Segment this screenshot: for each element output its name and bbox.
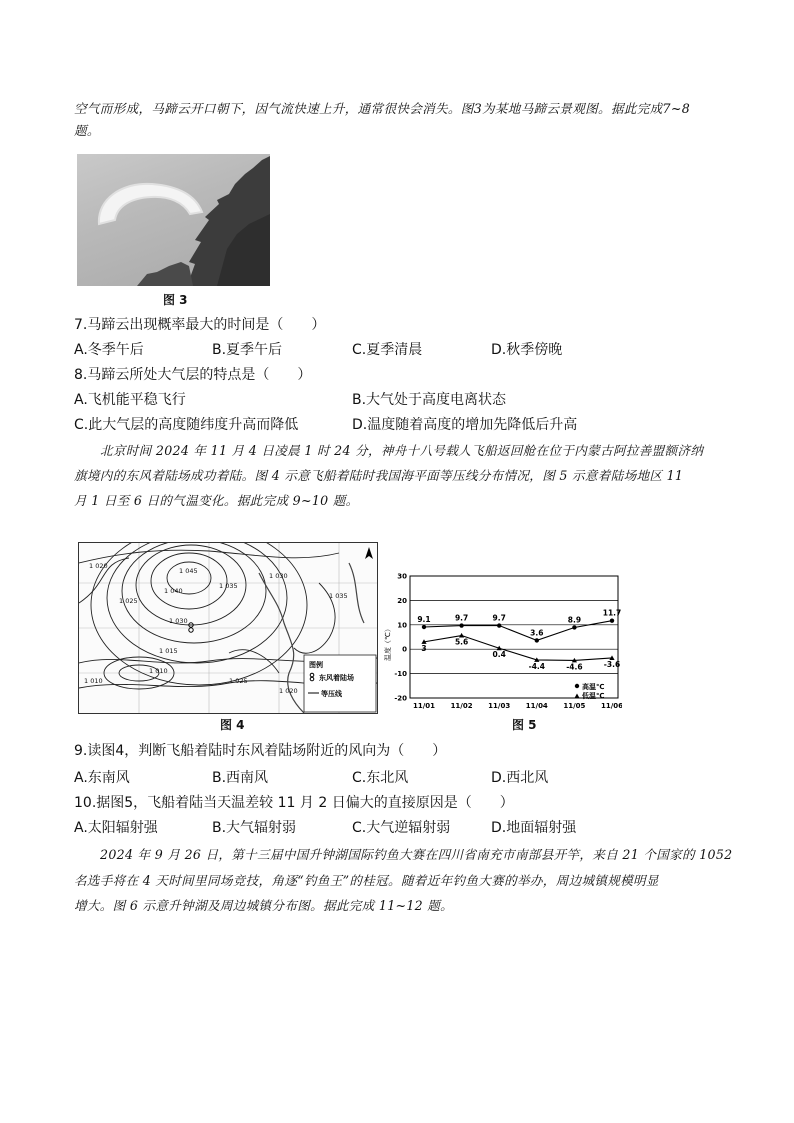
passage2-line-1: 北京时间 2024 年 11 月 4 日凌晨 1 时 24 分，神舟十八号载人飞船返回舱在位于内蒙古阿拉善盟额济纳 [100, 443, 704, 458]
high-temp-label: 8.9 [567, 615, 582, 625]
isobar-label: 1 010 [84, 677, 103, 685]
high-temp-label: 9.7 [454, 613, 469, 623]
fig5-legend [575, 682, 605, 700]
isobar-label: 1 025 [119, 597, 138, 605]
q7-option-d[interactable]: D.秋季傍晚 [491, 342, 563, 358]
q10-option-c[interactable]: C.大气逆辐射弱 [352, 820, 451, 836]
fig4-caption: 图 4 [220, 718, 245, 732]
isobar-label: 1 030 [269, 572, 288, 580]
passage3-line-1: 2024 年 9 月 26 日，第十三届中国升钟湖国际钓鱼大赛在四川省南充市南部县开竿，来自 21 个国家的 1052 [100, 847, 733, 862]
x-tick-label: 11/06 [600, 702, 622, 710]
q8-option-a[interactable]: A.飞机能平稳飞行 [74, 392, 186, 408]
y-tick-label: 20 [397, 596, 407, 605]
y-tick-label: -10 [394, 670, 407, 679]
high-temp-point [497, 623, 501, 627]
y-tick-label: 10 [397, 621, 407, 630]
q8-option-d[interactable]: D.温度随着高度的增加先降低后升高 [352, 417, 578, 433]
horseshoe-cloud-image [77, 154, 270, 286]
isobar-label: 1 020 [279, 687, 298, 695]
high-temp-label: 9.1 [417, 614, 431, 624]
y-tick-label: 30 [397, 572, 407, 581]
low-temp-line [424, 636, 612, 661]
x-tick-label: 11/02 [450, 702, 473, 710]
isobar-label: 1 015 [159, 647, 178, 655]
passage2-line-3: 月 1 日至 6 日的气温变化。据此完成 9~10 题。 [74, 493, 359, 508]
intro-line-2: 题。 [74, 123, 100, 138]
q9-stem: 9.读图4，判断飞船着陆时东风着陆场附近的风向为（ ） [74, 743, 447, 759]
q7-option-a[interactable]: A.冬季午后 [74, 342, 144, 358]
q7-option-c[interactable]: C.夏季清晨 [352, 342, 423, 358]
low-temp-label: -4.4 [528, 661, 546, 671]
q9-option-c[interactable]: C.东北风 [352, 770, 409, 786]
isobar-label: 1 030 [169, 617, 188, 625]
q9-option-d[interactable]: D.西北风 [491, 770, 549, 786]
isobar-label: 1 010 [149, 667, 168, 675]
x-tick-label: 11/03 [488, 702, 511, 710]
fig5-caption: 图 5 [512, 718, 537, 732]
q7-stem: 7.马蹄云出现概率最大的时间是（ ） [74, 317, 326, 333]
high-temp-point [535, 638, 539, 642]
q8-stem: 8.马蹄云所处大气层的特点是（ ） [74, 367, 312, 383]
isobar-label: 1 045 [179, 567, 198, 575]
fig5-chart [380, 568, 622, 718]
isobar-label: 1 035 [329, 592, 348, 600]
q9-option-a[interactable]: A.东南风 [74, 770, 130, 786]
q10-stem: 10.据图5，飞船着陆当天温差较 11 月 2 日偏大的直接原因是（ ） [74, 795, 514, 811]
high-temp-point [572, 625, 576, 629]
q8-option-c[interactable]: C.此大气层的高度随纬度升高而降低 [74, 417, 299, 433]
high-temp-point [422, 625, 426, 629]
high-temp-label: 11.7 [602, 608, 622, 618]
y-axis-title: 温度（℃） [384, 625, 392, 661]
high-temp-label: 9.7 [492, 613, 506, 623]
legend-high: 高温℃ [582, 683, 605, 691]
low-temp-label: -4.6 [566, 662, 583, 672]
legend-landing-site: 东风着陆场 [319, 674, 354, 682]
passage3-line-2: 名选手将在 4 天时间里同场竞技，角逐“钓鱼王”的桂冠。随着近年钓鱼大赛的举办，周边城镇规模明显 [74, 873, 659, 888]
x-tick-label: 11/05 [563, 702, 586, 710]
q8-option-b[interactable]: B.大气处于高度电离状态 [352, 392, 507, 408]
x-tick-label: 11/01 [412, 702, 436, 710]
q10-option-a[interactable]: A.太阳辐射强 [74, 820, 158, 836]
low-temp-label: 3 [421, 643, 427, 653]
legend-isobar: 等压线 [321, 690, 342, 698]
y-tick-label: -20 [394, 694, 407, 703]
q9-option-b[interactable]: B.西南风 [212, 770, 269, 786]
low-temp-label: 5.6 [454, 637, 469, 647]
intro-line-1: 空气而形成，马蹄云开口朝下，因气流快速上升，通常很快会消失。图3为某地马蹄云景观图。据此完成7~8 [74, 101, 691, 116]
y-tick-label: 0 [402, 645, 407, 654]
low-temp-label: -3.6 [603, 659, 621, 669]
fig3-photo [77, 154, 270, 286]
high-temp-point [459, 623, 463, 627]
high-temp-point [610, 618, 614, 622]
q7-option-b[interactable]: B.夏季午后 [212, 342, 283, 358]
fig4-map [78, 542, 376, 712]
isobar-label: 1 025 [229, 677, 248, 685]
passage3-line-3: 增大。图 6 示意升钟湖及周边城镇分布图。据此完成 11~12 题。 [74, 898, 454, 913]
legend-low: 低温℃ [582, 692, 605, 700]
isobar-label: 1 020 [89, 562, 108, 570]
x-tick-label: 11/04 [525, 702, 548, 710]
passage2-line-2: 旗境内的东风着陆场成功着陆。图 4 示意飞船着陆时我国海平面等压线分布情况，图 5 示意着陆场地区 11 [74, 468, 684, 483]
isobar-label: 1 040 [164, 587, 183, 595]
plot-frame [410, 576, 621, 698]
low-temp-label: 0.4 [492, 650, 506, 660]
high-temp-label: 3.6 [530, 628, 544, 638]
fig4-legend [304, 655, 376, 712]
isobar-label: 1 035 [219, 582, 238, 590]
q10-option-d[interactable]: D.地面辐射强 [491, 820, 577, 836]
q10-option-b[interactable]: B.大气辐射弱 [212, 820, 297, 836]
fig3-caption: 图 3 [163, 293, 188, 307]
legend-title: 图例 [309, 661, 323, 669]
